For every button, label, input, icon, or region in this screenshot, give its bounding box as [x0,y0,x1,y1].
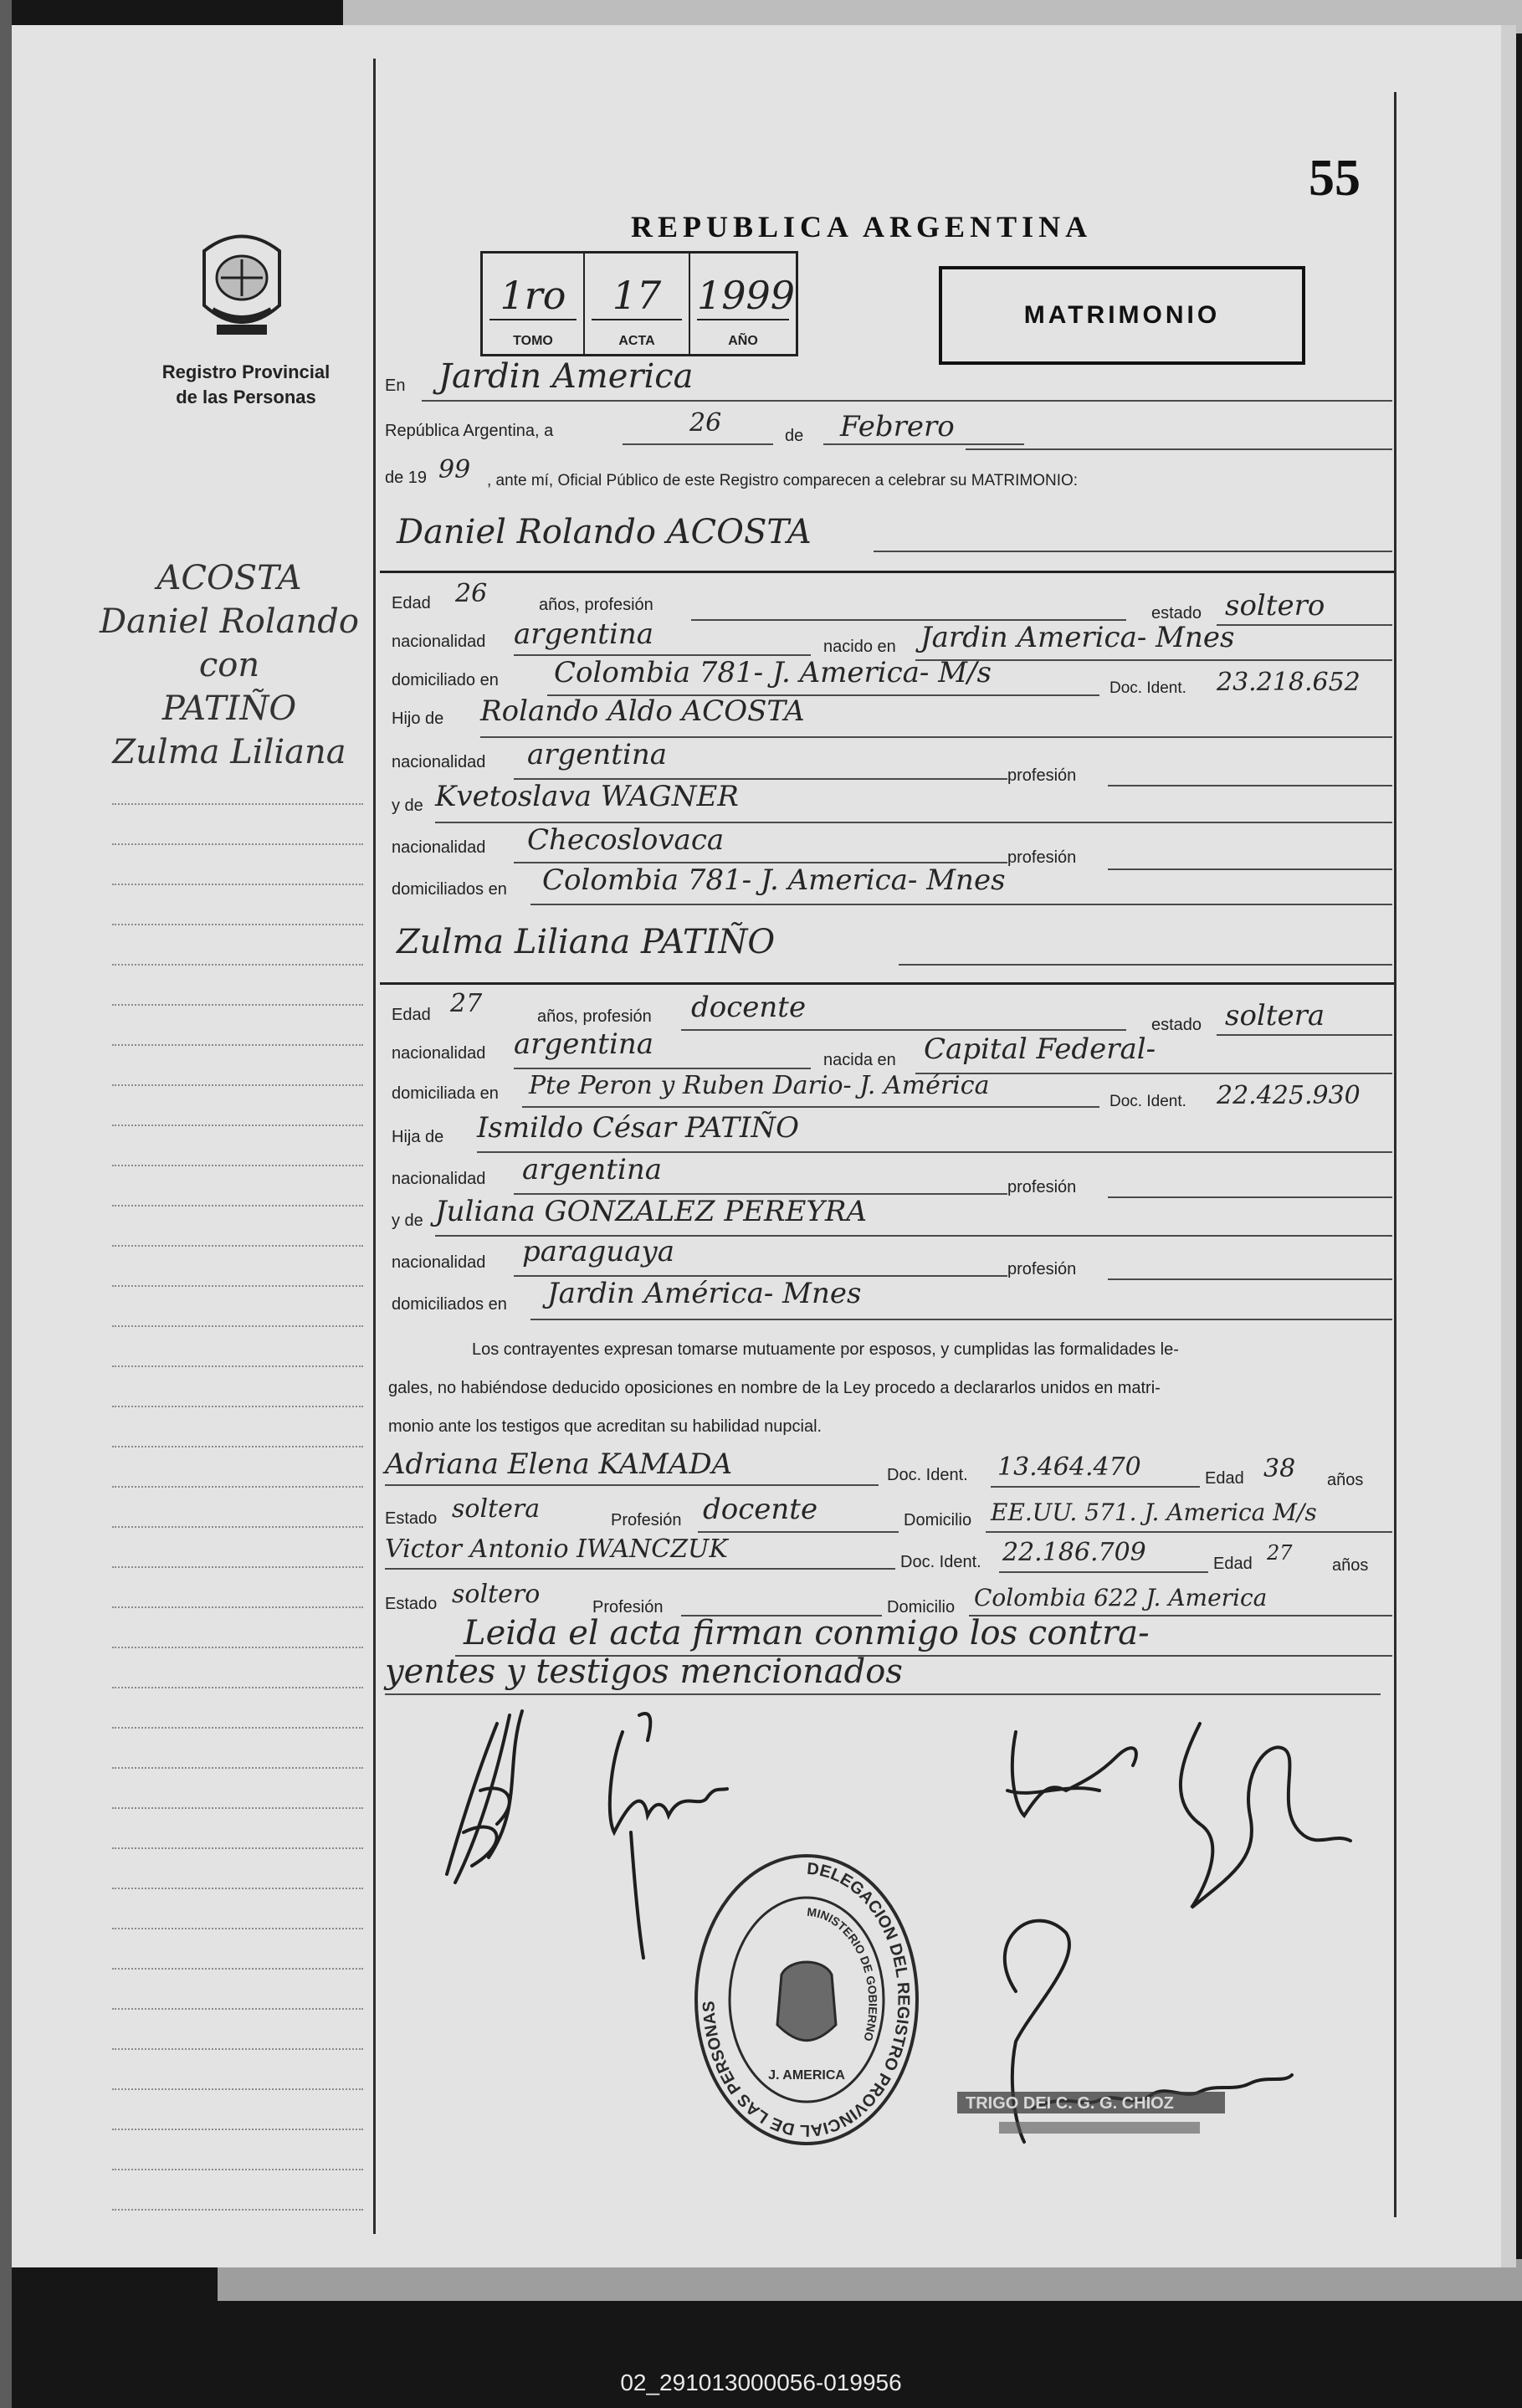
witness-2-years-label: años [1332,1556,1369,1575]
bride-address-label: domiciliada en [392,1084,499,1103]
witness-2-civil-status: soltero [452,1580,541,1609]
witness-2-age-label: Edad [1213,1555,1253,1573]
groom-birthplace-label: nacido en [823,638,896,656]
groom-age: 26 [455,579,488,608]
stamp-text: TRIGO DEI C. G. G. CHIOZ [966,2094,1174,2113]
margin-dotted-rule [112,1647,363,1648]
bride-birthplace: Capital Federal- [924,1032,1156,1066]
groom-birthplace: Jardin America- Mnes [920,621,1235,654]
witness-2-doc-line [999,1571,1208,1573]
appearance-statement: , ante mí, Oficial Público de este Registro comparecen a celebrar su MATRIMONIO: [487,472,1079,489]
bride-mother-profession-line [1108,1278,1392,1280]
margin-dotted-rule [112,1446,363,1447]
margin-dotted-rule [112,2088,363,2090]
tomo-cell [483,254,585,354]
witness-2-age: 27 [1267,1541,1293,1565]
bride-birthplace-label: nacida en [823,1051,896,1069]
closing-line-2: yentes y testigos mencionados [385,1652,903,1691]
witness-1-address: EE.UU. 571. J. America M/s [991,1499,1317,1526]
bride-nationality-label: nacionalidad [392,1044,486,1063]
witness-2-signature [1181,1724,1350,1908]
margin-annotation-line: ACOSTA [156,559,302,597]
witness-1-doc-number: 13.464.470 [997,1452,1141,1482]
margin-annotation-line: Zulma Liliana [112,733,346,771]
bride-doc-number: 22.425.930 [1217,1081,1361,1110]
bride-profession: docente [691,991,807,1024]
page-number: 55 [1309,150,1361,207]
witness-2-address-label: Domicilio [887,1598,956,1616]
margin-dotted-rule [112,1365,363,1367]
margin-dotted-rule [112,2129,363,2130]
margin-dotted-rule [112,1285,363,1287]
bride-age: 27 [450,989,483,1018]
bride-parents-address: Jardin América- Mnes [547,1277,862,1310]
republica-label: República Argentina, a [385,422,554,440]
certificate-page [12,25,1516,2267]
groom-father-profession-label: profesión [1007,766,1077,785]
bride-parents-address-label: domiciliados en [392,1295,507,1314]
bride-address: Pte Peron y Ruben Dario- J. América [529,1071,990,1100]
groom-profession-label: años, profesión [539,596,653,614]
registry-office-name-line1: Registro Provincial [161,361,331,382]
witness-2-profession-label: Profesión [592,1598,664,1616]
groom-status-line [1217,624,1392,626]
margin-dotted-rule [112,924,363,925]
margin-annotation-line: con [198,646,260,684]
margin-annotation [95,556,363,774]
margin-dotted-rule [112,2169,363,2170]
bride-signature [447,1711,522,1883]
groom-address: Colombia 781- J. America- M/s [554,656,992,689]
bride-father-nationality-label: nacionalidad [392,1170,486,1188]
bride-status-line [1217,1034,1392,1036]
margin-dotted-rule [112,964,363,966]
witness-1-age-label: Edad [1205,1469,1244,1488]
official-stamp [949,2067,1250,2159]
place-line [422,400,1392,402]
groom-father-profession-line [1108,785,1392,786]
groom-doc-label: Doc. Ident. [1109,679,1186,697]
bride-mother-nationality-label: nacionalidad [392,1253,486,1272]
registry-seal [689,1849,924,2150]
margin-dotted-rule [112,1004,363,1006]
witness-2-doc-label: Doc. Ident. [900,1553,981,1571]
closing-line-1: Leida el acta firman conmigo los contra- [464,1614,1150,1652]
groom-name-line [874,551,1392,552]
groom-civil-status: soltero [1225,589,1325,622]
acta-label: ACTA [618,334,655,348]
right-border-rule [1394,92,1396,2217]
bride-name-line [899,964,1392,966]
groom-mother-label: y de [392,797,423,815]
bride-parents-address-line [530,1319,1392,1320]
groom-nationality: argentina [514,617,654,651]
month-line-extension [966,448,1392,450]
bride-status-label: estado [1151,1016,1202,1034]
witness-1-address-label: Domicilio [904,1511,972,1529]
acta-value: 17 [592,272,682,320]
bride-father-nationality: argentina [522,1153,663,1186]
month-value: Febrero [840,410,955,443]
witness-2-name-line [385,1568,895,1570]
margin-dotted-rule [112,2209,363,2211]
groom-mother-profession-line [1108,868,1392,870]
groom-doc-number: 23.218.652 [1217,668,1361,697]
registry-office-name [137,360,355,410]
witness-1-profession-label: Profesión [611,1511,682,1529]
groom-parents-address-line [530,904,1392,905]
margin-dotted-rule [112,1807,363,1809]
registry-office-name-line2: de las Personas [176,387,316,407]
witness-2-name: Victor Antonio IWANCZUK [385,1534,728,1564]
margin-dotted-rule [112,884,363,885]
bride-civil-status: soltera [1225,999,1325,1032]
margin-dotted-rule [112,2008,363,2010]
record-type-box: MATRIMONIO [939,266,1305,365]
groom-mother-profession-label: profesión [1007,848,1077,867]
year-prefix: de 19 [385,469,428,487]
image-identifier: 02_291013000056-019956 [620,2370,902,2395]
witness-2-doc-number: 22.186.709 [1002,1538,1146,1567]
bride-profession-label: años, profesión [537,1007,652,1026]
groom-section-rule [380,571,1394,573]
bride-mother-profession-label: profesión [1007,1260,1077,1278]
witness-1-name-line [385,1484,879,1486]
margin-dotted-rule [112,1888,363,1889]
bride-mother-name: Juliana GONZALEZ PEREYRA [435,1195,868,1228]
day-value: 26 [689,408,722,438]
margin-dotted-rule [112,1727,363,1729]
coat-of-arms-logo [187,226,296,343]
ano-label: AÑO [728,334,758,348]
witness-1-name: Adriana Elena KAMADA [385,1447,733,1481]
ano-cell [690,254,796,354]
witness-1-age: 38 [1263,1454,1296,1483]
bride-nationality: argentina [514,1027,654,1061]
margin-dotted-rule [112,1084,363,1086]
groom-age-label: Edad [392,594,431,612]
witness-1-signature [1007,1732,1136,1816]
margin-dotted-rule [112,1486,363,1488]
witness-1-civil-status: soltera [452,1494,541,1524]
bride-father-name: Ismildo César PATIÑO [477,1111,800,1145]
margin-dotted-rule [112,843,363,845]
witness-1-status-label: Estado [385,1509,438,1528]
declaration-line: monio ante los testigos que acreditan su habilidad nupcial. [388,1417,822,1436]
groom-mother-name: Kvetoslava WAGNER [435,780,739,813]
groom-father-label: Hijo de [392,710,444,728]
margin-dotted-rule [112,803,363,805]
bride-father-profession-label: profesión [1007,1178,1077,1196]
margin-dotted-rule [112,1687,363,1688]
groom-name: Daniel Rolando ACOSTA [397,513,812,551]
groom-parents-address-label: domiciliados en [392,880,507,899]
witness-2-address: Colombia 622 J. America [974,1584,1268,1611]
margin-dotted-rule [112,1526,363,1528]
margin-column [12,25,373,2267]
margin-dotted-rule [112,1968,363,1970]
margin-dotted-rule [112,2048,363,2050]
book-binding-edge [0,0,12,2408]
place-value: Jardin America [438,357,694,396]
margin-dotted-rule [112,1125,363,1126]
country-title: REPUBLICA ARGENTINA [631,210,1093,243]
margin-dotted-rule [112,1566,363,1568]
month-line [823,443,1024,445]
margin-dotted-rule [112,1767,363,1769]
witness-1-doc-label: Doc. Ident. [887,1466,968,1484]
witness-1-profession: docente [703,1493,818,1526]
de-label: de [785,427,804,445]
year-suffix: 99 [438,455,471,484]
margin-dotted-rule [112,1165,363,1166]
groom-father-nationality: argentina [527,738,668,771]
bride-name: Zulma Liliana PATIÑO [397,923,776,961]
margin-dotted-rule [112,1044,363,1046]
bride-doc-label: Doc. Ident. [1109,1093,1186,1110]
margin-dotted-rule [112,1928,363,1929]
groom-father-nationality-label: nacionalidad [392,753,486,771]
margin-dotted-rule [112,1205,363,1207]
declaration-line: Los contrayentes expresan tomarse mutuamente por esposos, y cumplidas las formalidades le- [472,1340,1179,1359]
groom-nationality-label: nacionalidad [392,633,486,651]
margin-divider [373,59,376,2234]
bride-father-label: Hija de [392,1128,444,1146]
margin-dotted-rule [112,1245,363,1247]
groom-parents-address: Colombia 781- J. America- Mnes [542,863,1006,897]
ano-value: 1999 [697,272,789,320]
declaration-paragraph [388,1330,1392,1446]
witness-1-years-label: años [1327,1471,1364,1489]
margin-dotted-rule [112,1325,363,1327]
groom-mother-nationality-label: nacionalidad [392,838,486,857]
groom-father-name: Rolando Aldo ACOSTA [480,694,805,728]
seal-bottom-text: J. AMERICA [768,2068,845,2083]
margin-dotted-rule [112,1606,363,1608]
witness-1-doc-line [991,1486,1200,1488]
witness-1-profession-line [698,1531,899,1533]
bride-mother-label: y de [392,1212,423,1230]
groom-address-label: domiciliado en [392,671,499,689]
margin-dotted-rule [112,1406,363,1407]
acta-cell [585,254,690,354]
margin-dotted-rule [112,1847,363,1849]
bride-mother-nationality: paraguaya [522,1235,674,1268]
seal-inner-text: MINISTERIO DE GOBIERNO [806,1904,880,2043]
tomo-value: 1ro [489,272,577,320]
en-label: En [385,377,406,395]
declaration-line: gales, no habiéndose deducido oposiciones en nombre de la Ley procedo a declararlos unidos en matri- [388,1379,1161,1397]
seal-ring-text: DELEGACION DEL REGISTRO PROVINCIAL DE LAS PERSONAS [700,1859,913,2140]
registry-reference-box [480,251,798,356]
margin-annotation-line: PATIÑO [161,689,297,728]
groom-status-label: estado [1151,604,1202,622]
bride-father-profession-line [1108,1196,1392,1198]
day-line [623,443,773,445]
bride-age-label: Edad [392,1006,431,1024]
bride-section-rule [380,982,1394,985]
witness-2-status-label: Estado [385,1595,438,1613]
tomo-label: TOMO [513,334,553,348]
groom-mother-nationality: Checoslovaca [527,823,725,857]
margin-annotation-line: Daniel Rolando [100,602,359,641]
